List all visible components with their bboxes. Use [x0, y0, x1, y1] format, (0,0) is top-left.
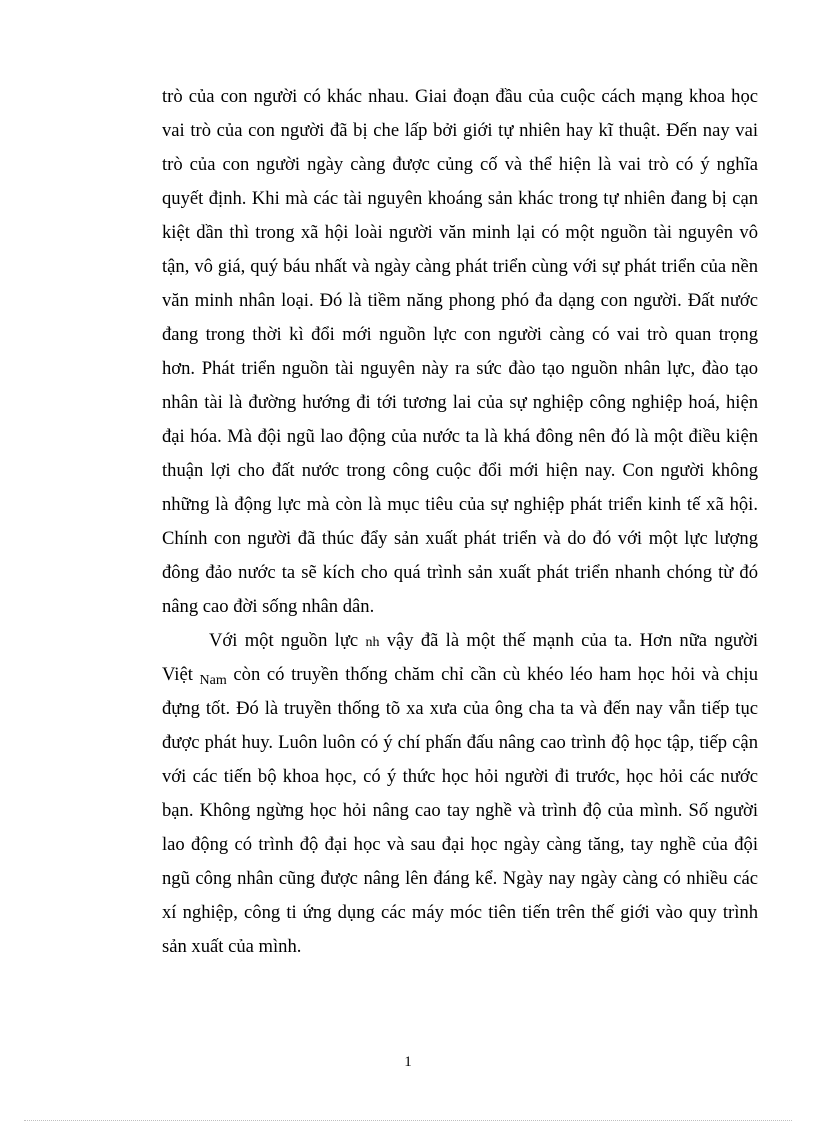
paragraph-2-line: lao động có trình độ đại học và sau đại học ngày càng tăng, tay nghề của đội: [162, 834, 758, 855]
paragraph-1-line: văn minh nhân loại. Đó là tiềm năng phong phó đa dạng con người. Đất nước: [162, 290, 758, 311]
paragraph-1-line: những là động lực mà còn là mục tiêu của sự nghiệp phát triển kinh tế xã hội.: [162, 494, 758, 515]
paragraph-1-line: trò của con người ngày càng được củng cố và thể hiện là vai trò có ý nghĩa: [162, 154, 758, 175]
paragraph-2-line: sản xuất của mình.: [162, 936, 302, 957]
paragraph-2-line: ngũ công nhân cũng được nâng lên đáng kể. Ngày nay ngày càng có nhiều các: [162, 868, 758, 889]
body-text: [162, 80, 758, 964]
paragraph-1-line: trò của con người có khác nhau. Giai đoạn đầu của cuộc cách mạng khoa học: [162, 86, 758, 107]
paragraph-2: [162, 624, 758, 964]
paragraph-1-line: đông đảo nước ta sẽ kích cho quá trình sản xuất phát triển nhanh chóng từ đó: [162, 562, 758, 583]
paragraph-2-line: được phát huy. Luôn luôn có ý chí phấn đấu nâng cao trình độ học tập, tiếp cận: [162, 732, 758, 753]
paragraph-1-line: Chính con người đã thúc đẩy sản xuất phát triển và do đó với một lực lượng: [162, 528, 758, 549]
page-number: 1: [404, 1054, 412, 1070]
paragraph-1-line: kiệt dần thì trong xã hội loài người văn minh lại có một nguồn tài nguyên vô: [162, 222, 758, 243]
paragraph-1-line: nhân tài là đường hướng đi tới tương lai của sự nghiệp công nghiệp hoá, hiện: [162, 392, 758, 413]
paragraph-2-line-1: Với một nguồn lực nh vậy đã là một thế mạnh của ta. Hơn nữa người: [209, 630, 758, 651]
paragraph-1-line: thuận lợi cho đất nước trong công cuộc đổi mới hiện nay. Con người không: [162, 460, 758, 481]
paragraph-1-line: đại hóa. Mà đội ngũ lao động của nước ta là khá đông nên đó là một điều kiện: [162, 426, 758, 447]
paragraph-1-line: tận, vô giá, quý báu nhất và ngày càng phát triển cùng với sự phát triển của nền: [162, 256, 758, 277]
paragraph-2-line: xí nghiệp, công ti ứng dụng các máy móc tiên tiến trên thế giới vào quy trình: [162, 902, 758, 923]
paragraph-1-line: nâng cao đời sống nhân dân.: [162, 596, 375, 617]
paragraph-1-line: đang trong thời kì đổi mới nguồn lực con người càng có vai trò quan trọng: [162, 324, 758, 345]
paragraph-1-line: vai trò của con người đã bị che lấp bởi giới tự nhiên hay kĩ thuật. Đến nay vai: [162, 120, 758, 141]
paragraph-2-line: với các tiến bộ khoa học, có ý thức học hỏi người đi trước, học hỏi các nước: [162, 766, 758, 787]
page-bottom-divider: [24, 1120, 792, 1121]
paragraph-2-line: đựng tốt. Đó là truyền thống tõ xa xưa của ông cha ta và đến nay vẫn tiếp tục: [162, 698, 758, 719]
paragraph-2-line: bạn. Không ngừng học hỏi nâng cao tay nghề và trình độ của mình. Số người: [162, 800, 758, 821]
paragraph-2-line-2: Việt $_{Nam}$ còn có truyền thống chăm chỉ cần cù khéo léo ham học hỏi và chịu: [162, 664, 758, 688]
paragraph-1: [162, 80, 758, 624]
paragraph-1-line: hơn. Phát triển nguồn tài nguyên này ra sức đào tạo nguồn nhân lực, đào tạo: [162, 358, 758, 379]
paragraph-1-line: quyết định. Khi mà các tài nguyên khoáng sản khác trong tự nhiên đang bị cạn: [162, 188, 758, 209]
